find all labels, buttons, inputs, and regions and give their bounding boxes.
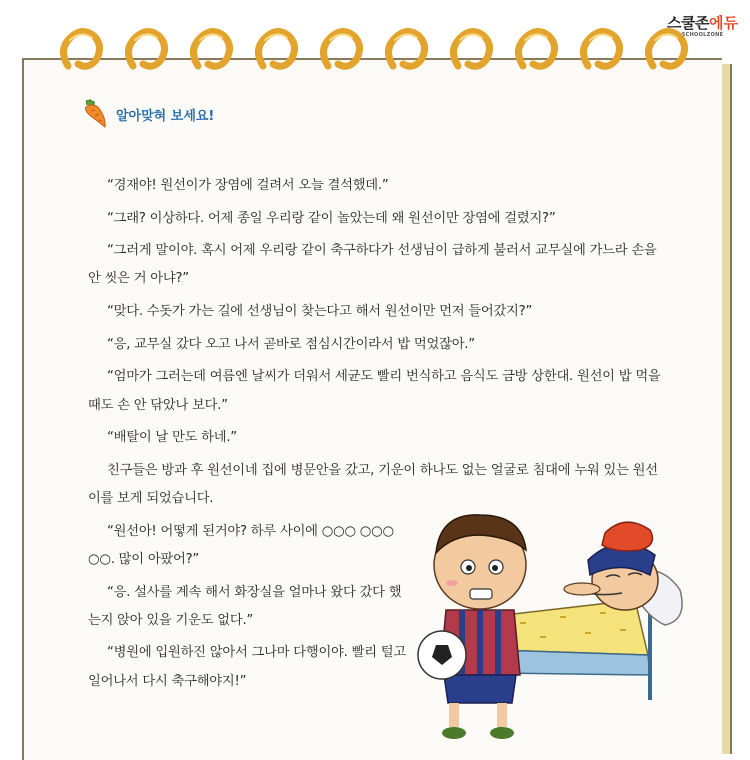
standing-boy-illustration: [418, 515, 526, 739]
spiral-ring: [323, 31, 359, 66]
logo-main-text: 스쿨존: [667, 14, 710, 32]
paragraph: “그러게 말이야. 혹시 어제 우리랑 같이 축구하다가 선생님이 급하게 불러서 교무실에 가느라 손을 안 씻은 거 아냐?”: [88, 243, 657, 287]
logo-sub-text: SCHOOLZONE: [681, 32, 724, 38]
paragraph: “병원에 입원하진 않아서 그나마 다행이야. 빨리 털고 일어나서 다시 축구해야지!”: [88, 645, 406, 689]
spiral-ring: [63, 31, 99, 66]
paragraph: “응, 교무실 갔다 오고 나서 곧바로 점심시간이라서 밥 먹었잖아.”: [107, 336, 475, 352]
sick-boy-illustration: [564, 522, 658, 610]
section-header: [78, 98, 214, 130]
paragraph: 친구들은 방과 후 원선이네 집에 병문안을 갔고, 기운이 하나도 없는 얼굴로 침대에 누워 있는 원선이를 보게 되었습니다.: [88, 462, 658, 507]
spiral-ring: [388, 31, 424, 66]
paragraph: “엄마가 그러는데 여름엔 날씨가 더워서 세균도 빨리 번식하고 음식도 금방 상한대. 원선이 밥 먹을 때도 손 안 닦았나 보다.”: [88, 369, 661, 413]
logo-accent-text: 에듀: [709, 14, 738, 32]
paragraph: “원선아! 어떻게 된거야? 하루 사이에 ○○○ ○○○ ○○. 많이 아팠어?”: [88, 523, 394, 567]
boys-illustration: [410, 505, 710, 745]
spiral-ring: [648, 31, 684, 66]
paragraph: “그래? 이상하다. 어제 종일 우리랑 같이 놀았는데 왜 원선이만 장염에 걸렸지?”: [107, 210, 556, 226]
paragraph: “응. 설사를 계속 해서 화장실을 얼마나 왔다 갔다 했는지 앉아 있을 기운도 없다.”: [88, 584, 402, 628]
spiral-ring: [128, 31, 164, 66]
paragraph: “맞다. 수돗가 가는 길에 선생님이 찾는다고 해서 원선이만 먼저 들어갔지?”: [107, 304, 533, 320]
spiral-ring: [258, 31, 294, 66]
spiral-ring: [193, 31, 229, 66]
carrot-icon: [78, 97, 112, 131]
spiral-ring: [583, 31, 619, 66]
spiral-ring: [453, 31, 489, 66]
paragraph: “경재야! 원선이가 장염에 걸려서 오늘 결석했데.”: [107, 178, 389, 193]
paragraph: “배탈이 날 만도 하네.”: [107, 430, 237, 446]
spiral-ring: [518, 31, 554, 66]
section-title: 알아맞혀 보세요!: [116, 108, 215, 124]
spiral-rings: [0, 0, 750, 110]
